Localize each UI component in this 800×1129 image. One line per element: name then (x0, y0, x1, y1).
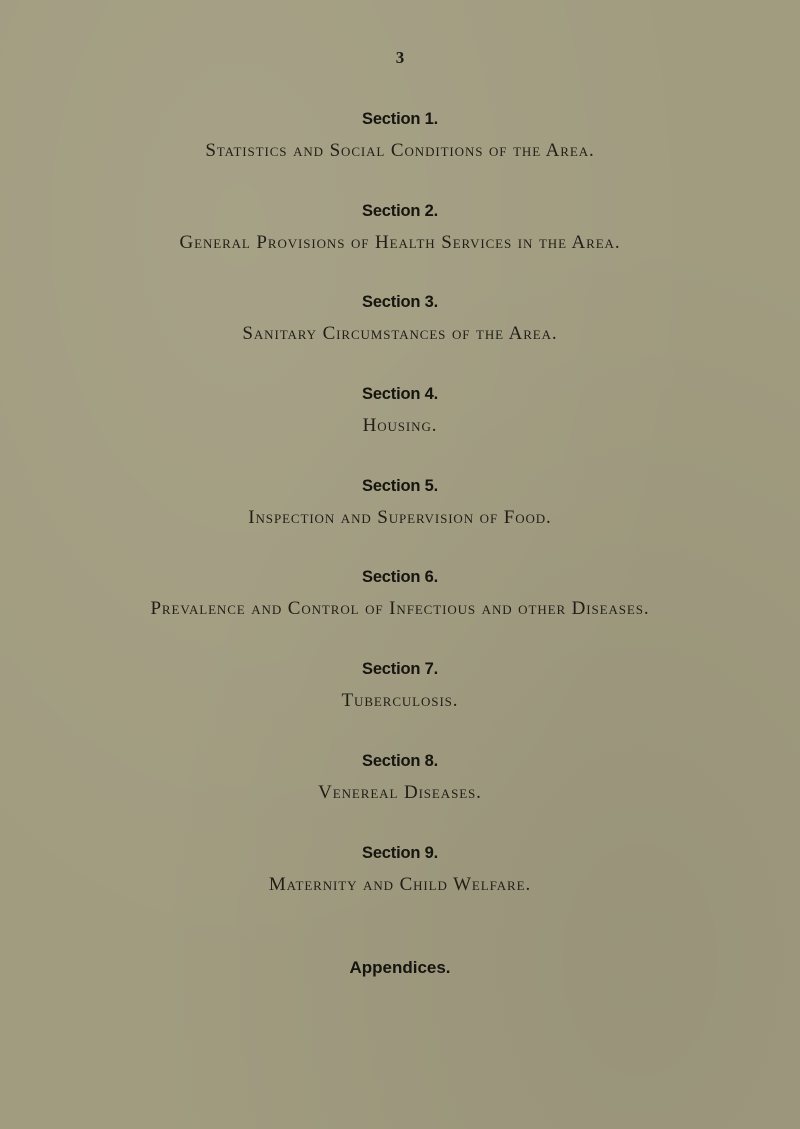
section-3 (0, 292, 800, 384)
section-heading: Section 4. (362, 385, 438, 404)
section-title: Venereal Diseases. (318, 781, 482, 803)
appendices-heading: Appendices. (349, 958, 451, 977)
section-heading: Section 6. (362, 568, 438, 587)
section-title: Tuberculosis. (341, 690, 459, 712)
section-5 (0, 476, 800, 568)
section-heading: Section 5. (362, 476, 438, 495)
section-title: Statistics and Social Conditions of the Area. (205, 140, 595, 161)
section-7 (0, 659, 800, 751)
section-8 (0, 751, 800, 843)
section-heading: Section 1. (362, 110, 438, 128)
section-title: Prevalence and Control of Infectious and other Diseases. (150, 598, 650, 620)
section-heading: Section 9. (362, 843, 438, 862)
section-heading: Section 7. (362, 660, 438, 679)
section-heading: Section 2. (362, 201, 438, 220)
section-6 (0, 567, 800, 659)
section-9 (0, 843, 800, 935)
section-title: Maternity and Child Welfare. (268, 873, 532, 895)
section-title: Sanitary Circumstances of the Area. (242, 323, 558, 345)
page-number: 3 (395, 48, 405, 67)
section-2 (0, 201, 800, 293)
section-title: Housing. (362, 415, 438, 437)
section-4 (0, 384, 800, 476)
section-heading: Section 3. (362, 293, 438, 312)
section-heading: Section 8. (362, 751, 438, 770)
contents-list (0, 109, 800, 934)
section-title: General Provisions of Health Services in the Area. (179, 231, 621, 253)
section-1 (0, 109, 800, 201)
section-title: Inspection and Supervision of Food. (248, 506, 552, 528)
